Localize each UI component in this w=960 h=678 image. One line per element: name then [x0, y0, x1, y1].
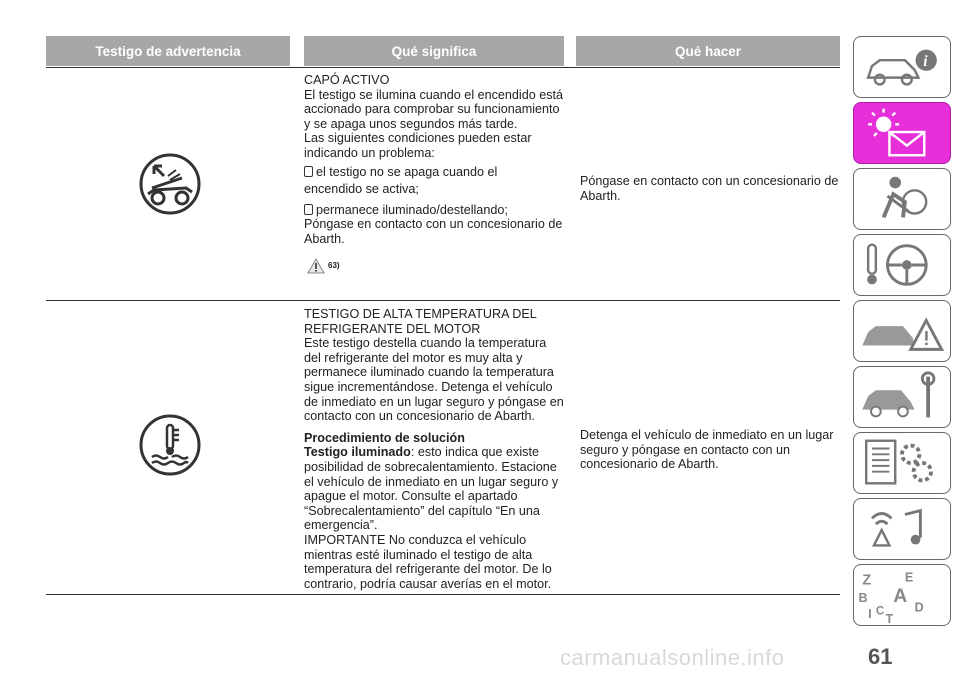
procedure-line: posibilidad de sobrecalentamiento. Estacione	[304, 459, 557, 474]
procedure-line: mientras esté iluminado el testigo de alta	[304, 547, 533, 562]
coolant-temperature-warning-icon	[138, 413, 202, 477]
row1-line: CAPÓ ACTIVO	[304, 73, 390, 87]
row1-after-line: Póngase en contacto con un concesionario de	[304, 217, 563, 232]
svg-text:i: i	[923, 53, 928, 71]
row1-line: El testigo se ilumina cuando el encendido está	[304, 87, 564, 102]
procedure-line: emergencia”.	[304, 518, 378, 533]
tab-multimedia[interactable]	[853, 498, 951, 560]
svg-text:A: A	[893, 584, 908, 607]
header-meaning: Qué significa	[304, 36, 564, 66]
row1-bullet-2: permanece iluminado/destellando;	[304, 203, 570, 218]
row2-action-line: Detenga el vehículo de inmediato en un lugar	[580, 428, 834, 442]
tab-technical-data[interactable]	[853, 432, 951, 494]
row1-line: accionado para comprobar su funcionamiento	[304, 102, 560, 117]
svg-text:D: D	[914, 600, 924, 615]
procedure-title: Procedimiento de solución	[304, 430, 465, 445]
hood-active-warning-icon	[138, 152, 202, 216]
row1-line: indicando un problema:	[304, 145, 435, 160]
row1-bullet-1: el testigo no se apaga cuando el	[304, 165, 570, 180]
procedure-line: temperatura del refrigerante del motor. De lo	[304, 562, 552, 577]
row1-meaning	[304, 73, 570, 247]
procedure-line: el vehículo de inmediato en un lugar seguro y	[304, 474, 559, 489]
svg-text:T: T	[885, 612, 894, 625]
warning-lights-icon	[854, 103, 950, 163]
tab-warning-lights[interactable]	[853, 102, 951, 164]
svg-text:B: B	[858, 590, 868, 605]
row1-bullet-1-cont: encendido se activa;	[304, 182, 419, 197]
procedure-first-text: : esto indica que existe	[410, 445, 539, 460]
row1-line: y se apaga unos segundos más tarde.	[304, 116, 518, 131]
steering-icon	[854, 235, 950, 295]
header-action: Qué hacer	[576, 36, 840, 66]
tab-index[interactable]	[853, 564, 951, 626]
tab-maintenance[interactable]	[853, 366, 951, 428]
procedure-line: apague el motor. Consulte el apartado	[304, 489, 518, 504]
row2-action	[580, 428, 842, 472]
row2-meaning	[304, 307, 570, 591]
emergency-icon	[854, 301, 950, 361]
header-warning-light: Testigo de advertencia	[46, 36, 290, 66]
row2-line: del refrigerante del motor es muy alta y	[304, 350, 523, 365]
tab-emergency[interactable]	[853, 300, 951, 362]
row2-action-line: seguro y póngase en contacto con un	[580, 442, 791, 457]
bullet-icon	[304, 204, 313, 215]
procedure-label: Testigo iluminado	[304, 445, 411, 460]
row2-line: TESTIGO DE ALTA TEMPERATURA DEL	[304, 307, 537, 321]
row2-line: contacto con un concesionario de Abarth.	[304, 409, 536, 424]
procedure-line: contrario, podría causar averías en el motor.	[304, 576, 552, 591]
row1-after-line: Abarth.	[304, 231, 345, 246]
procedure-line: IMPORTANTE No conduzca el vehículo	[304, 532, 527, 547]
procedure-line: “Sobrecalentamiento” del capítulo “En una	[304, 503, 540, 518]
row2-line: de inmediato en un lugar seguro y póngase en	[304, 394, 564, 409]
maintenance-icon	[854, 367, 950, 427]
page-number: 61	[868, 644, 893, 669]
index-icon	[854, 565, 950, 625]
tab-safety[interactable]	[853, 168, 951, 230]
header-divider	[46, 67, 840, 68]
watermark: carmanualsonline.info	[560, 645, 785, 670]
technical-data-icon	[854, 433, 950, 493]
warning-triangle-icon	[307, 258, 325, 274]
tab-steering[interactable]	[853, 234, 951, 296]
car-info-icon	[854, 37, 950, 97]
tab-car-info[interactable]	[853, 36, 951, 98]
row1-line: Las siguientes condiciones pueden estar	[304, 131, 532, 146]
row2-line: sigue incrementándose. Detenga el vehículo	[304, 379, 553, 394]
bullet-icon	[304, 166, 313, 177]
row2-line: Este testigo destella cuando la temperatura	[304, 336, 547, 351]
row1-action	[580, 174, 842, 203]
table-bottom-line	[46, 594, 840, 595]
row2-line: REFRIGERANTE DEL MOTOR	[304, 321, 481, 336]
row2-line: permanece iluminado cuando la temperatura	[304, 365, 554, 380]
row1-action-line: Póngase en contacto con un concesionario de	[580, 174, 839, 188]
svg-text:Z: Z	[862, 572, 872, 589]
svg-text:I: I	[868, 607, 872, 622]
multimedia-icon	[854, 499, 950, 559]
svg-text:E: E	[904, 570, 914, 585]
svg-text:C: C	[875, 604, 885, 618]
procedure-first-line	[304, 445, 570, 460]
row-divider	[46, 300, 840, 301]
note-ref: 63)	[328, 261, 340, 270]
row1-action-line: Abarth.	[580, 188, 621, 203]
safety-icon	[854, 169, 950, 229]
row2-action-line: concesionario de Abarth.	[580, 457, 719, 472]
note-warning	[307, 258, 340, 274]
